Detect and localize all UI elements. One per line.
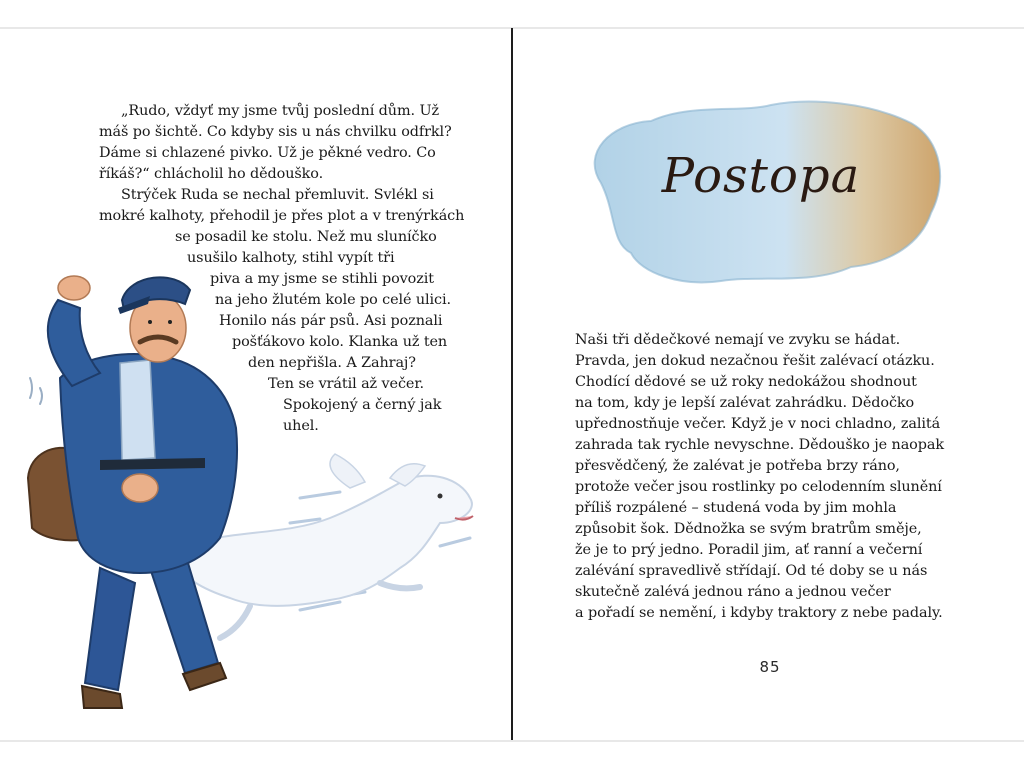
text-line: „Rudo, vždyť my jsme tvůj poslední dům. Už — [121, 103, 439, 119]
chapter-title: Postopa — [661, 148, 861, 204]
text-line: uhel. — [283, 418, 319, 434]
text-line: usušilo kalhoty, stihl vypít tři — [187, 250, 395, 266]
text-line: Ten se vrátil až večer. — [268, 376, 424, 392]
text-line: přesvědčený, že zalévat je potřeba brzy ráno, — [575, 458, 900, 474]
text-line: zalévání spravedlivě střídají. Od té doby se u nás — [575, 563, 928, 579]
text-line: Dáme si chlazené pivko. Už je pěkné vedro. Co — [99, 145, 436, 161]
text-line: Strýček Ruda se nechal přemluvit. Svlékl si — [121, 187, 434, 203]
text-line: piva a my jsme se stihli povozit — [210, 271, 434, 287]
right-page — [513, 28, 1024, 740]
text-line: způsobit šok. Dědnožka se svým bratrům směje, — [575, 521, 922, 537]
text-line: máš po šichtě. Co kdyby sis u nás chvilku odfrkl? — [99, 124, 452, 140]
text-line: Naši tři dědečkové nemají ve zvyku se hádat. — [575, 332, 901, 348]
text-line: na tom, kdy je lepší zalévat zahrádku. Dědočko — [575, 395, 915, 411]
text-line: pošťákovo kolo. Klanka už ten — [232, 334, 448, 350]
text-line: zahrada tak rychle nevyschne. Dědouško je naopak — [575, 437, 944, 453]
bottom-border — [0, 740, 1024, 742]
text-line: příliš rozpálené – studená voda by jim mohla — [575, 500, 897, 516]
text-line: na jeho žlutém kole po celé ulici. — [215, 292, 451, 308]
page-number: 85 — [759, 658, 781, 676]
text-line: upřednostňuje večer. Když je v noci chladno, zalitá — [575, 416, 941, 432]
text-line: Spokojený a černý jak — [283, 397, 442, 413]
text-line: Honilo nás pár psů. Asi poznali — [219, 313, 443, 329]
left-page — [0, 28, 511, 740]
text-line: den nepřišla. A Zahraj? — [248, 355, 416, 371]
text-line: skutečně zalévá jednou ráno a jednou večer — [575, 584, 891, 600]
text-line: Pravda, jen dokud nezačnou řešit zalévací otázku. — [575, 353, 935, 369]
text-line: se posadil ke stolu. Než mu sluníčko — [175, 229, 437, 245]
text-line: říkáš?“ chlácholil ho dědouško. — [99, 166, 324, 182]
text-line: a pořadí se nemění, i kdyby traktory z nebe padaly. — [575, 605, 943, 621]
text-line: Chodící dědové se už roky nedokážou shodnout — [575, 374, 917, 390]
text-line: protože večer jsou rostlinky po celodenním slunění — [575, 479, 942, 495]
text-line: že je to prý jedno. Poradil jim, ať ranní a večerní — [575, 542, 923, 558]
text-line: mokré kalhoty, přehodil je přes plot a v trenýrkách — [99, 208, 465, 224]
